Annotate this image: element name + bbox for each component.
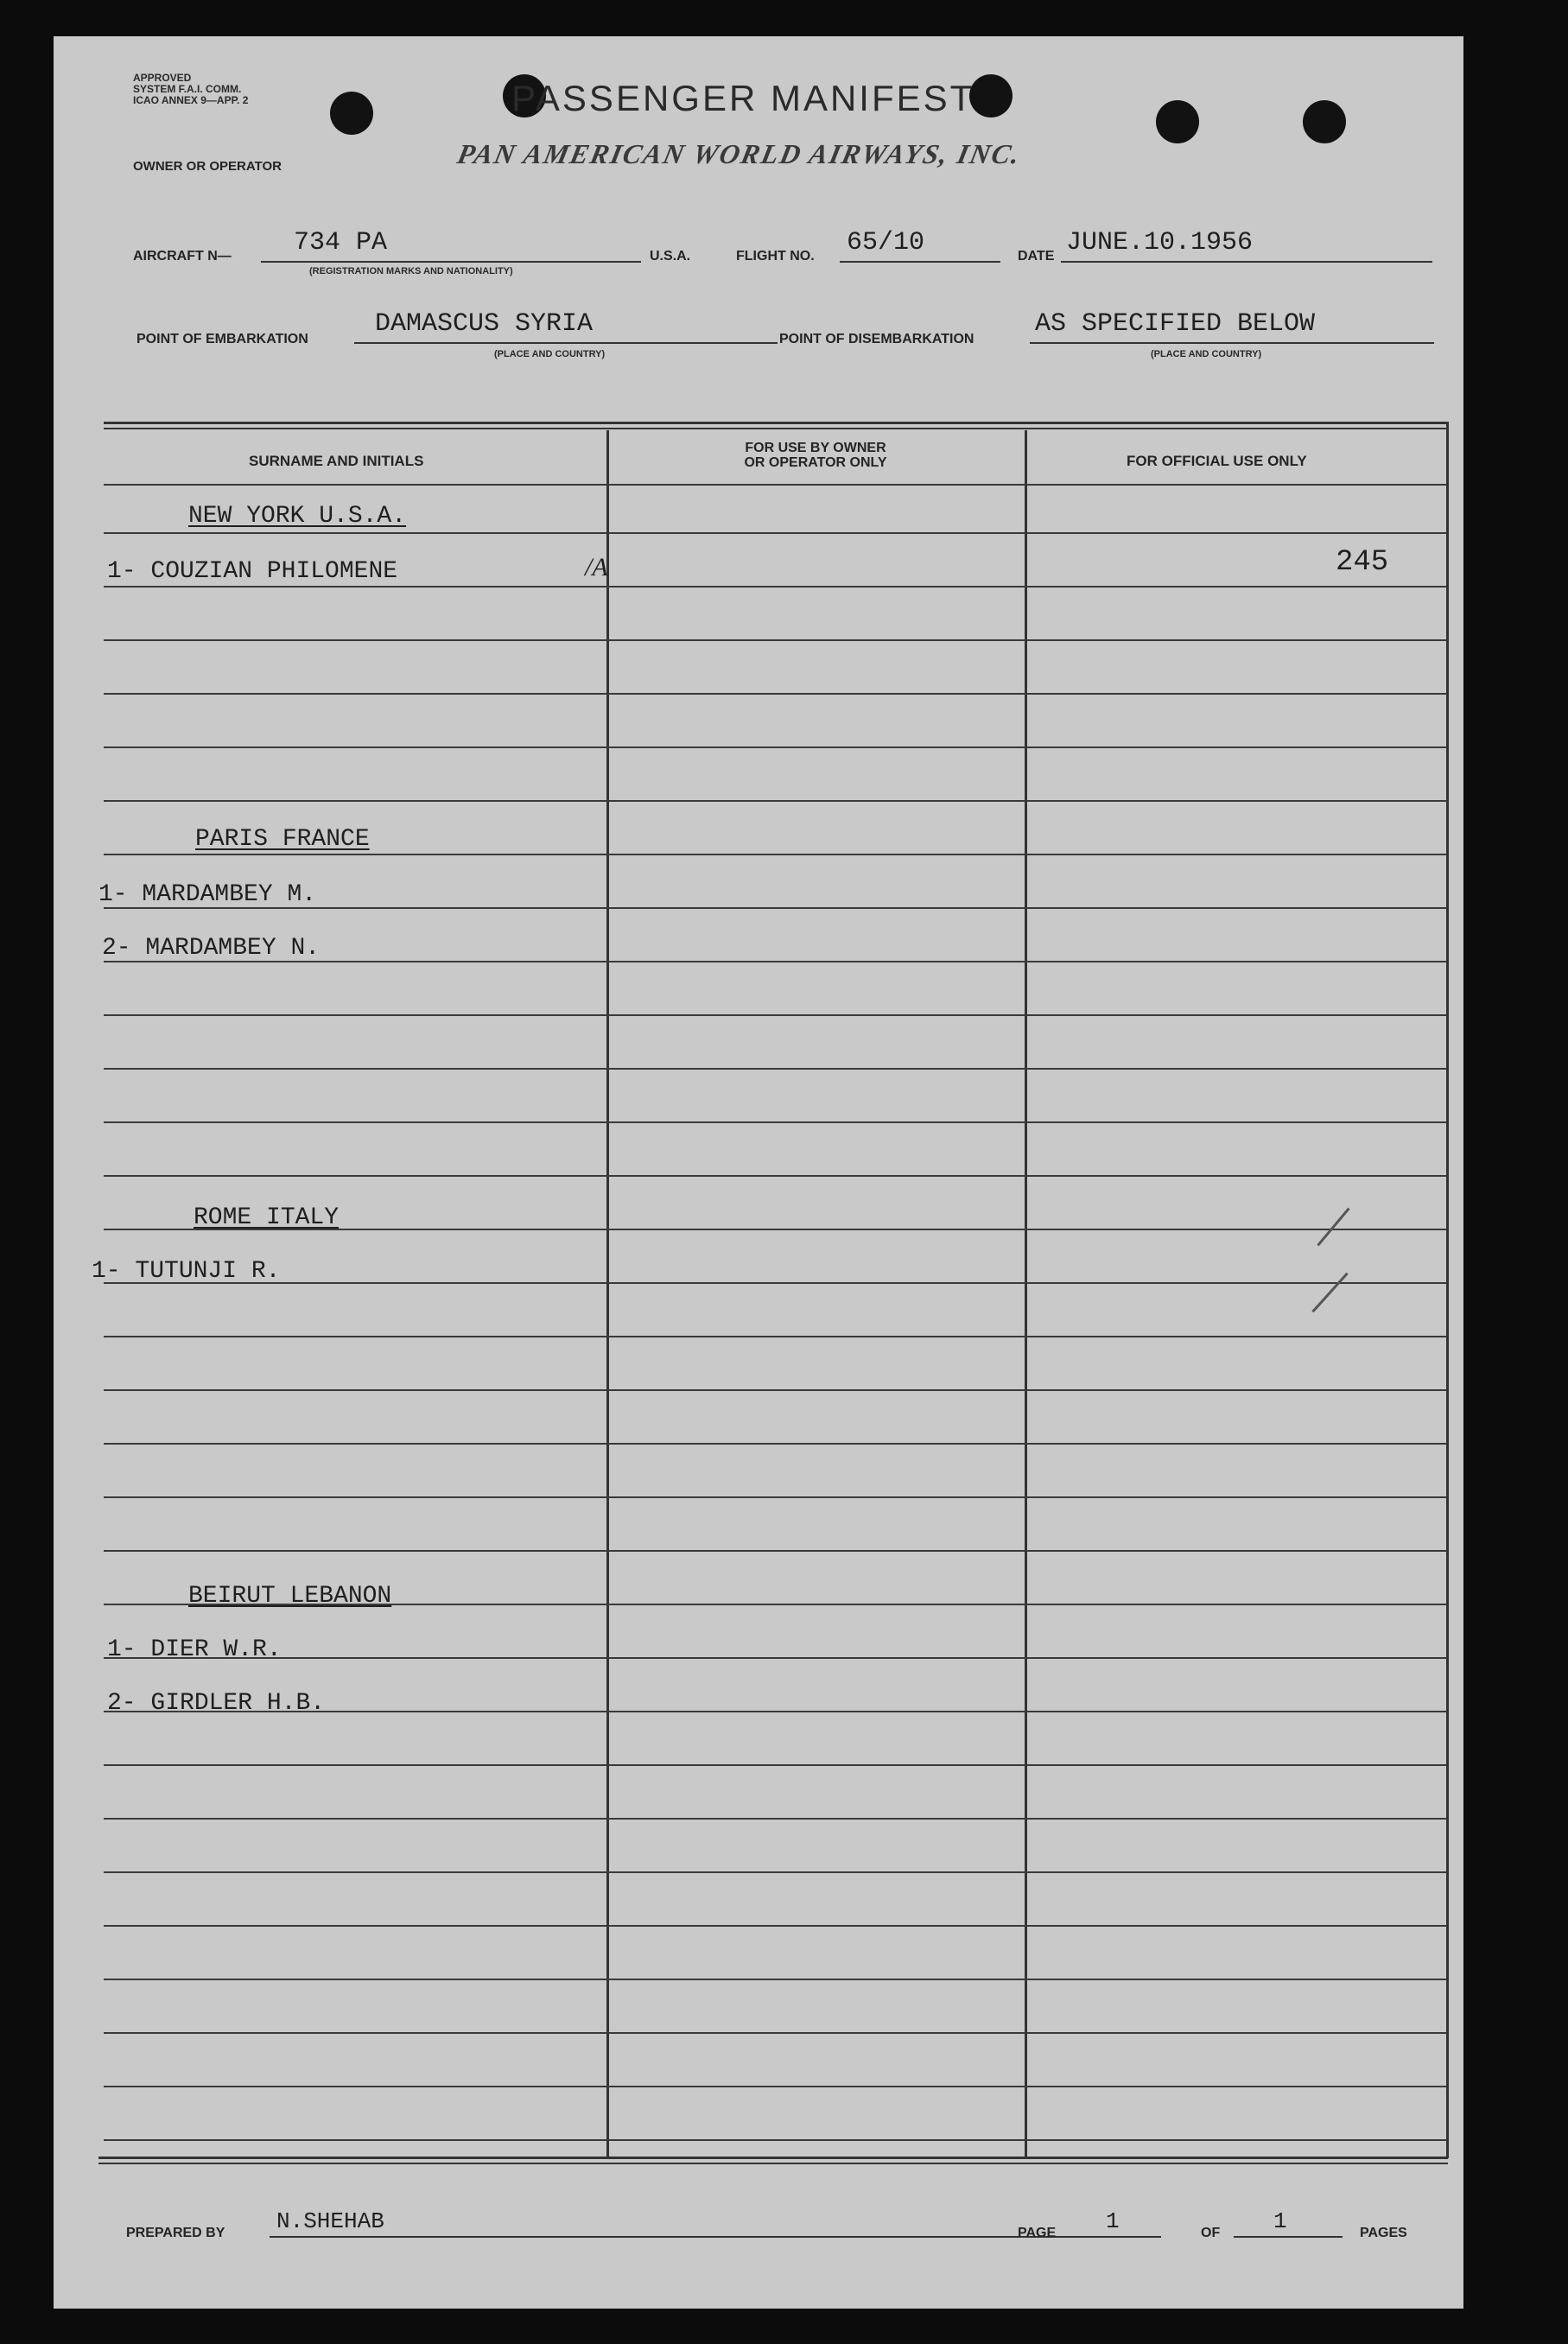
passenger-row: 1- COUZIAN PHILOMENE (107, 558, 398, 585)
row-rule (104, 1764, 1446, 1766)
aircraft-value: 734 PA (294, 228, 388, 257)
destination-heading: ROME ITALY (194, 1204, 340, 1231)
passenger-row: 1- TUTUNJI R. (92, 1258, 281, 1285)
punch-hole (1156, 100, 1199, 143)
row-rule (104, 1979, 1446, 1980)
prepared-label: PREPARED BY (126, 2226, 225, 2240)
prepared-line (270, 2236, 1064, 2238)
page-total: 1 (1273, 2208, 1287, 2234)
flight-value: 65/10 (847, 228, 925, 257)
surname-header: SURNAME AND INITIALS (249, 453, 424, 469)
row-rule (104, 854, 1446, 855)
destination-heading: NEW YORK U.S.A. (188, 503, 407, 530)
official-number: 245 (1336, 546, 1389, 579)
row-rule (104, 639, 1446, 641)
destination-heading: BEIRUT LEBANON (188, 1583, 392, 1610)
approval-text: APPROVED SYSTEM F.A.I. COMM. ICAO ANNEX 9—APP. 2 (133, 72, 249, 106)
of-line (1234, 2236, 1343, 2238)
row-rule (104, 2086, 1446, 2087)
prepared-by-value: N.SHEHAB (276, 2208, 384, 2234)
table-top-rule (104, 422, 1446, 424)
row-rule (104, 1175, 1446, 1177)
owner-label: OWNER OR OPERATOR (133, 159, 282, 174)
disembarkation-caption: (PLACE AND COUNTRY) (1151, 349, 1262, 359)
row-rule (104, 1657, 1446, 1659)
of-label: OF (1201, 2226, 1221, 2240)
table-bottom-rule-2 (98, 2163, 1448, 2164)
manifest-sheet (54, 36, 1463, 2309)
punch-hole (969, 74, 1013, 118)
table-bottom-rule (98, 2157, 1448, 2159)
disembarkation-label: POINT OF DISEMBARKATION (779, 332, 974, 346)
row-rule (104, 2032, 1446, 2034)
row-rule (104, 1443, 1446, 1445)
destination-heading: PARIS FRANCE (195, 826, 370, 853)
passenger-row: 2- MARDAMBEY N. (102, 935, 321, 962)
page-line (1064, 2236, 1161, 2238)
row-rule (104, 1925, 1446, 1927)
owner-use-header: FOR USE BY OWNER OR OPERATOR ONLY (744, 441, 887, 470)
official-use-header: FOR OFFICIAL USE ONLY (1127, 453, 1307, 469)
aircraft-line (261, 261, 641, 263)
operator-name: PAN AMERICAN WORLD AIRWAYS, INC. (454, 138, 1025, 169)
header-rule (104, 484, 1446, 486)
row-rule (104, 1014, 1446, 1016)
table-right-edge (1446, 422, 1449, 2158)
disembarkation-value: AS SPECIFIED BELOW (1035, 309, 1316, 339)
row-rule (104, 1389, 1446, 1391)
date-value: JUNE.10.1956 (1066, 228, 1254, 257)
row-rule (104, 1496, 1446, 1498)
row-rule (104, 1818, 1446, 1820)
row-rule (104, 693, 1446, 695)
pencil-mark (1317, 1208, 1349, 1247)
passenger-row: 2- GIRDLER H.B. (107, 1690, 326, 1717)
disembarkation-line (1030, 342, 1434, 344)
row-rule (104, 1871, 1446, 1873)
aircraft-label: AIRCRAFT N— (133, 249, 232, 264)
passenger-row: 1- DIER W.R. (107, 1636, 282, 1663)
pencil-mark (1311, 1273, 1348, 1313)
row-rule (104, 800, 1446, 802)
table-top-rule-2 (104, 428, 1446, 429)
date-label: DATE (1018, 249, 1055, 264)
row-rule (104, 1336, 1446, 1337)
punch-hole (330, 92, 373, 135)
embarkation-line (354, 342, 778, 344)
row-rule (104, 532, 1446, 534)
row-rule (104, 746, 1446, 748)
flight-label: FLIGHT NO. (736, 249, 815, 264)
column-divider (606, 430, 609, 2157)
owner-mark: /A (585, 553, 608, 581)
aircraft-caption: (REGISTRATION MARKS AND NATIONALITY) (309, 266, 513, 276)
pages-label: PAGES (1360, 2226, 1407, 2240)
embarkation-value: DAMASCUS SYRIA (375, 309, 594, 339)
embarkation-label: POINT OF EMBARKATION (136, 332, 308, 346)
row-rule (104, 1068, 1446, 1070)
form-title: PASSENGER MANIFEST (511, 78, 975, 118)
row-rule (104, 1550, 1446, 1552)
flight-line (840, 261, 1000, 263)
column-divider (1025, 430, 1027, 2157)
punch-hole (1303, 100, 1346, 143)
date-line (1061, 261, 1432, 263)
page-number: 1 (1106, 2208, 1120, 2234)
embarkation-caption: (PLACE AND COUNTRY) (494, 349, 606, 359)
usa-label: U.S.A. (650, 249, 691, 264)
row-rule (104, 2139, 1446, 2141)
row-rule (104, 586, 1446, 588)
row-rule (104, 1121, 1446, 1123)
passenger-row: 1- MARDAMBEY M. (98, 881, 317, 908)
row-rule (104, 1282, 1446, 1284)
page-label: PAGE (1018, 2226, 1057, 2240)
